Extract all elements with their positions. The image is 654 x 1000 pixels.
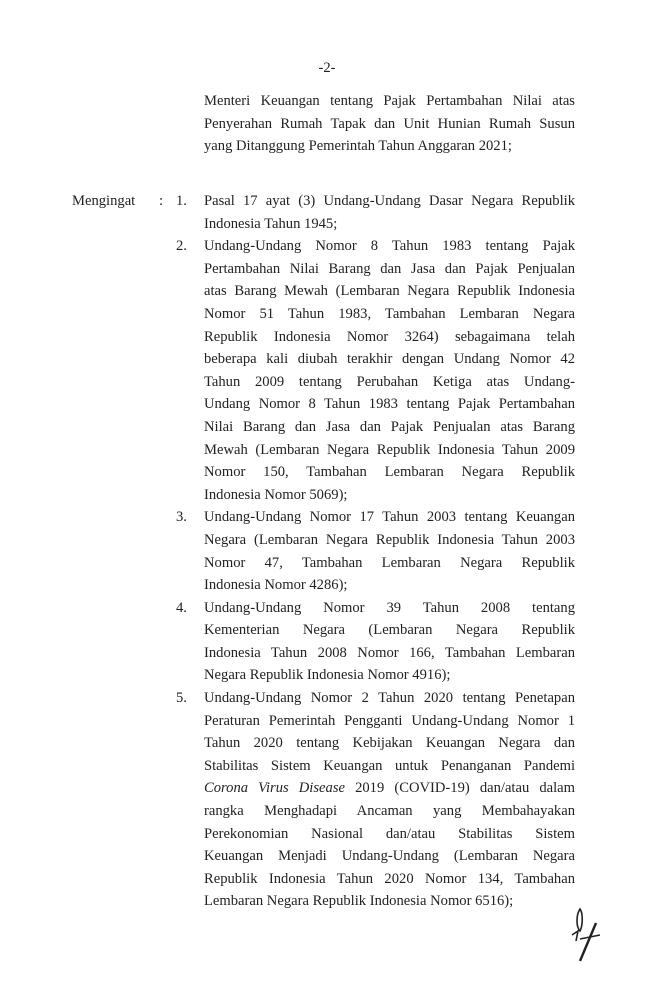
- text-line: Tahun 2009 tentang Perubahan Ketiga atas Undang-: [204, 373, 575, 390]
- text-line: [204, 777, 575, 800]
- text-line: Republik Indonesia Tahun 2020 Nomor 134, Tambahan: [204, 870, 575, 887]
- text-line: Pasal 17 ayat (3) Undang-Undang Dasar Negara Republik: [204, 193, 575, 209]
- list-item: [176, 190, 575, 235]
- paraf-signature-icon: [566, 905, 606, 965]
- text-line: Mewah (Lembaran Negara Republik Indonesia Tahun 2009: [204, 441, 575, 458]
- text-segment: 2019 (COVID-19) dan/atau dalam: [344, 780, 575, 797]
- text-line: Indonesia Nomor 5069);: [204, 486, 348, 503]
- text-line: Negara Republik Indonesia Nomor 4916);: [204, 667, 451, 684]
- text-line: Pertambahan Nilai Barang dan Jasa dan Pajak Penjualan: [204, 260, 575, 277]
- text-line: Menteri Keuangan tentang Pajak Pertambahan Nilai atas: [204, 93, 575, 109]
- item-number: 4.: [176, 599, 187, 616]
- text-line: Penyerahan Rumah Tapak dan Unit Hunian Rumah Susun: [204, 115, 575, 132]
- text-line: Nomor 51 Tahun 1983, Tambahan Lembaran Negara: [204, 305, 575, 322]
- list-item: [176, 597, 575, 687]
- text-line: yang Ditanggung Pemerintah Tahun Anggaran 2021;: [204, 138, 512, 155]
- text-line: Undang-Undang Nomor 8 Tahun 1983 tentang Pajak: [204, 238, 575, 255]
- item-number: 3.: [176, 509, 187, 526]
- text-line: Indonesia Nomor 4286);: [204, 577, 348, 594]
- text-line: Kementerian Negara (Lembaran Negara Republik: [204, 622, 575, 639]
- text-line: Nomor 47, Tambahan Lembaran Negara Republik: [204, 554, 575, 571]
- text-line: Keuangan Menjadi Undang-Undang (Lembaran Negara: [204, 848, 575, 865]
- page-number: -2-: [318, 60, 336, 76]
- mengingat-label: Mengingat: [72, 193, 136, 209]
- text-line: Indonesia Tahun 1945;: [204, 215, 338, 232]
- preamble-paragraph: [204, 90, 575, 158]
- text-line: Perekonomian Nasional dan/atau Stabilitas Sistem: [204, 825, 575, 842]
- text-line: Nilai Barang dan Jasa dan Pajak Penjualan atas Barang: [204, 418, 575, 435]
- text-line: Peraturan Pemerintah Pengganti Undang-Undang Nomor 1: [204, 712, 575, 729]
- item-number: 2.: [176, 238, 187, 255]
- item-number: 5.: [176, 690, 187, 707]
- text-line: rangka Menghadapi Ancaman yang Membahayakan: [204, 803, 575, 820]
- list-item: [176, 506, 575, 596]
- list-item: [176, 687, 575, 913]
- mengingat-list: [176, 190, 575, 913]
- text-line: Stabilitas Sistem Keuangan untuk Penanganan Pandemi: [204, 757, 575, 774]
- text-line: Undang-Undang Nomor 39 Tahun 2008 tentang: [204, 599, 575, 616]
- text-line: beberapa kali diubah terakhir dengan Undang Nomor 42: [204, 351, 575, 368]
- text-line: Undang-Undang Nomor 17 Tahun 2003 tentang Keuangan: [204, 509, 575, 526]
- mengingat-colon: :: [159, 193, 164, 209]
- text-line: Negara (Lembaran Negara Republik Indonesia Tahun 2003: [204, 531, 575, 548]
- text-line: Lembaran Negara Republik Indonesia Nomor 6516);: [204, 893, 514, 910]
- text-line: Indonesia Tahun 2008 Nomor 166, Tambahan Lembaran: [204, 644, 575, 661]
- italic-term: Corona Virus Disease: [204, 780, 345, 797]
- text-line: Republik Indonesia Nomor 3264) sebagaimana telah: [204, 328, 575, 345]
- item-number: 1.: [176, 193, 187, 209]
- text-line: Tahun 2020 tentang Kebijakan Keuangan Negara dan: [204, 735, 575, 752]
- text-line: Undang Nomor 8 Tahun 1983 tentang Pajak Pertambahan: [204, 396, 575, 413]
- text-line: atas Barang Mewah (Lembaran Negara Republik Indonesia: [204, 283, 575, 300]
- text-line: Undang-Undang Nomor 2 Tahun 2020 tentang Penetapan: [204, 690, 575, 707]
- text-line: Nomor 150, Tambahan Lembaran Negara Republik: [204, 464, 575, 481]
- list-item: [176, 235, 575, 506]
